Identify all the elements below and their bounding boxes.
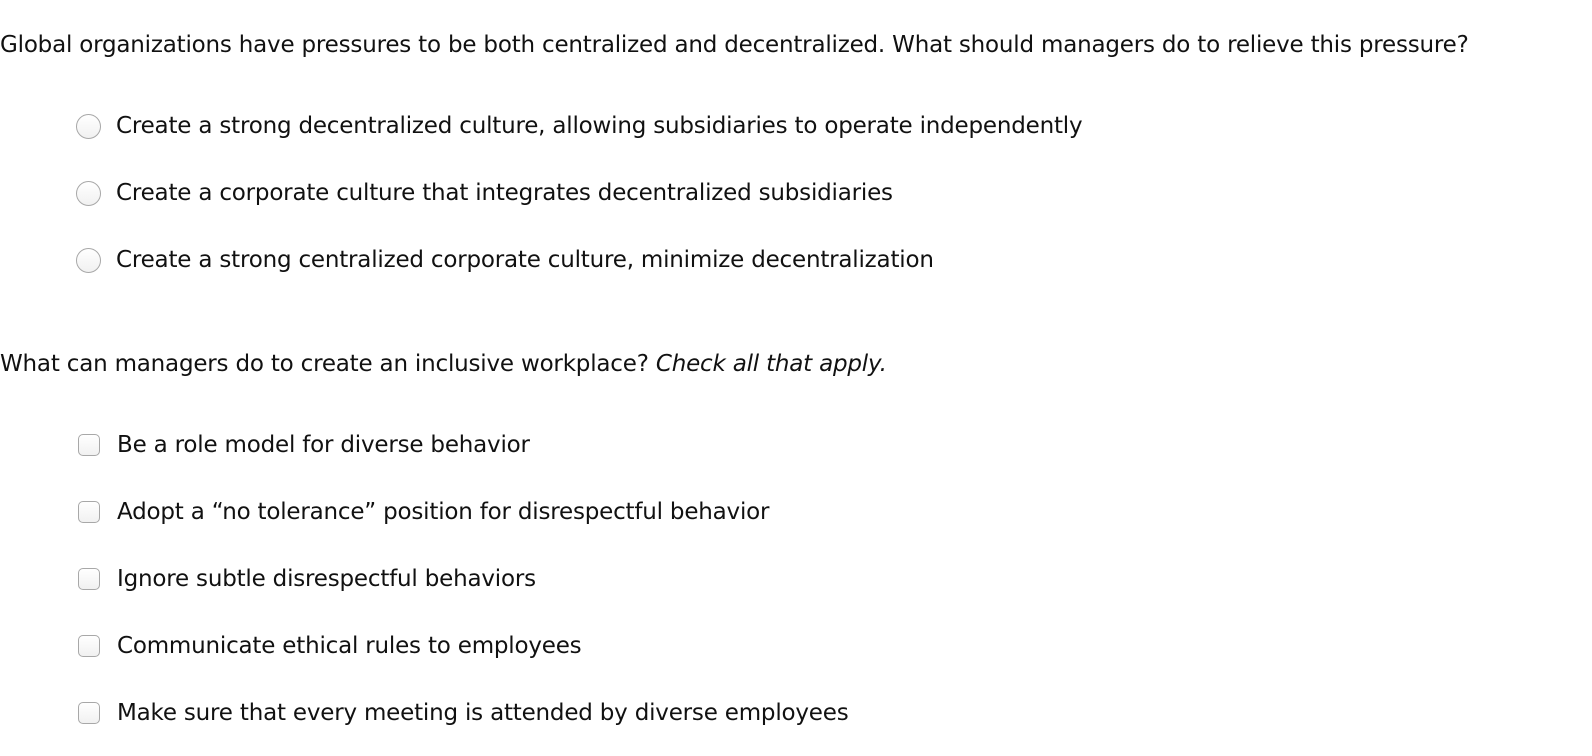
- checkbox-option-2[interactable]: [76, 495, 769, 529]
- radio-button-3[interactable]: [76, 248, 101, 273]
- checkbox-option-1-label: Be a role model for diverse behavior: [117, 432, 530, 458]
- radio-option-1-label: Create a strong decentralized culture, allowing subsidiaries to operate independently: [116, 113, 1083, 139]
- checkbox-5[interactable]: [78, 702, 100, 724]
- checkbox-option-2-label: Adopt a “no tolerance” position for disrespectful behavior: [117, 499, 770, 525]
- checkbox-1[interactable]: [78, 434, 100, 456]
- checkbox-option-4-label: Communicate ethical rules to employees: [117, 633, 582, 659]
- radio-option-3-label: Create a strong centralized corporate culture, minimize decentralization: [116, 247, 934, 273]
- radio-option-2-label: Create a corporate culture that integrates decentralized subsidiaries: [116, 180, 893, 206]
- question-1-prompt: Global organizations have pressures to be both centralized and decentralized. What should managers do to relieve this pressure?: [0, 32, 1469, 58]
- checkbox-option-4[interactable]: [76, 629, 581, 663]
- radio-option-1[interactable]: [76, 109, 1082, 143]
- radio-option-2[interactable]: [76, 176, 893, 210]
- radio-button-2[interactable]: [76, 181, 101, 206]
- radio-option-3[interactable]: [76, 243, 934, 277]
- checkbox-option-5-label: Make sure that every meeting is attended by diverse employees: [117, 700, 849, 726]
- checkbox-option-1[interactable]: [76, 428, 530, 462]
- question-2-prompt: What can managers do to create an inclusive workplace?: [0, 351, 649, 377]
- checkbox-4[interactable]: [78, 635, 100, 657]
- checkbox-option-3-label: Ignore subtle disrespectful behaviors: [117, 566, 536, 592]
- checkbox-2[interactable]: [78, 501, 100, 523]
- checkbox-3[interactable]: [78, 568, 100, 590]
- checkbox-option-5[interactable]: [76, 696, 848, 730]
- question-1-text: [0, 30, 1469, 60]
- question-2-text: [0, 349, 887, 379]
- question-2-instruction: Check all that apply.: [655, 351, 887, 377]
- checkbox-option-3[interactable]: [76, 562, 536, 596]
- radio-button-1[interactable]: [76, 114, 101, 139]
